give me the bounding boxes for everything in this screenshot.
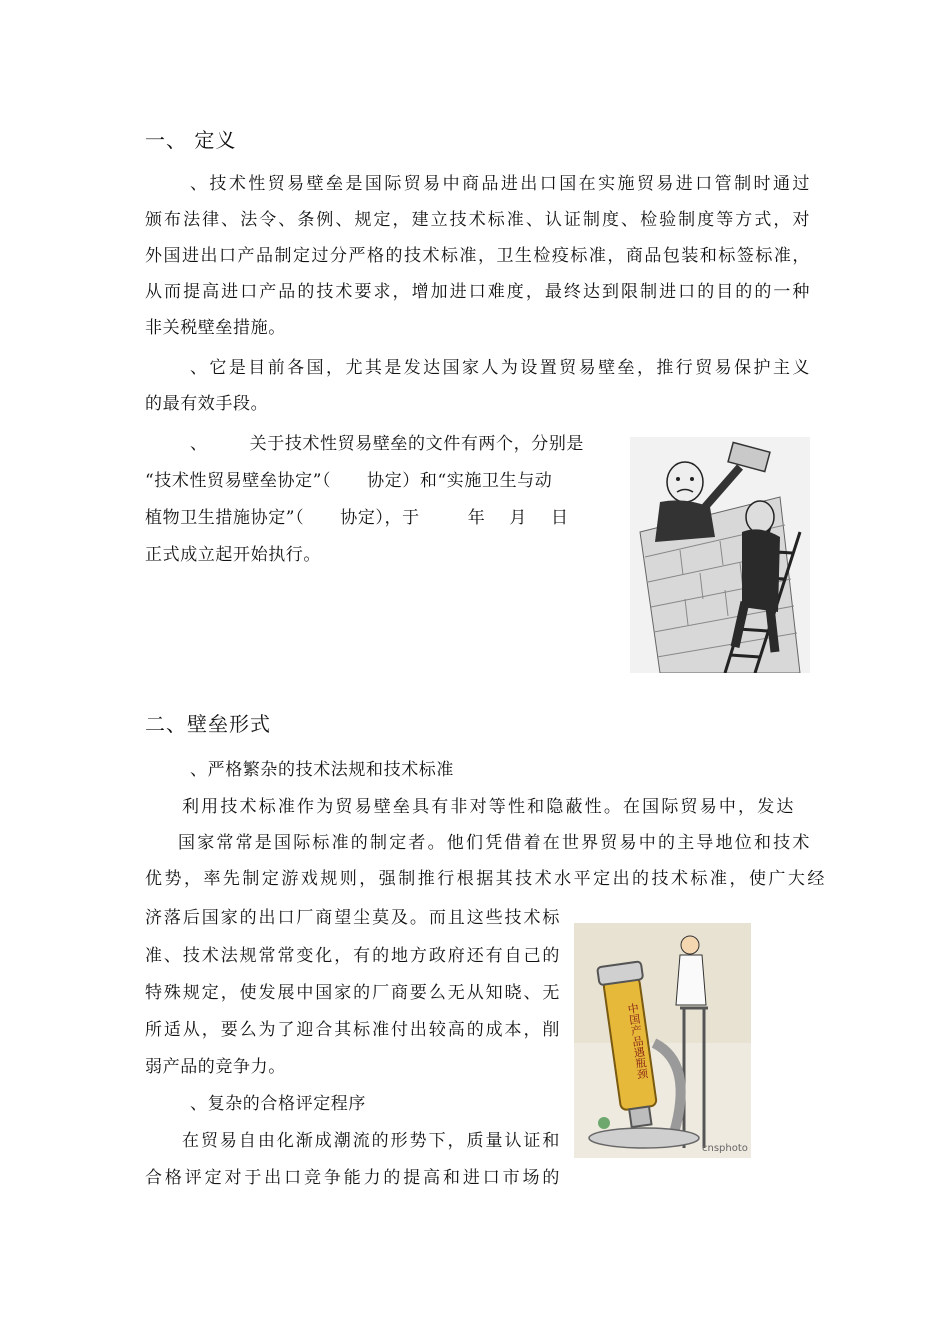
microscope-label: 中国产品遇瓶颈 xyxy=(625,1002,650,1081)
s2-p1-line7: 所适从，要么为了迎合其标准付出较高的成本，削 xyxy=(145,1020,560,1040)
s1-p2-line1: 、它是目前各国，尤其是发达国家人为设置贸易壁垒，推行贸易保护主义 xyxy=(190,358,810,378)
s2-sub2: 、复杂的合格评定程序 xyxy=(190,1094,366,1114)
s1-p2-line2: 的最有效手段。 xyxy=(145,394,269,414)
s1-p3-line2: “技术性贸易壁垒协定”（ 协定）和“实施卫生与动 xyxy=(145,471,553,491)
s1-p3-line3: 植物卫生措施协定”（ 协定），于 年 月 日 xyxy=(145,508,569,528)
s2-p1-line8: 弱产品的竞争力。 xyxy=(145,1057,286,1077)
section2-heading: 二、壁垒形式 xyxy=(145,712,271,736)
s1-p3-line1: 、 关于技术性贸易壁垒的文件有两个，分别是 xyxy=(190,434,585,454)
s2-p1-line1: 利用技术标准作为贸易壁垒具有非对等性和隐蔽性。在国际贸易中，发达 xyxy=(182,797,794,817)
s1-p1-line3: 外国进出口产品制定过分严格的技术标准，卫生检疫标准，商品包装和标签标准， xyxy=(145,246,810,266)
s2-p1-line2: 国家常常是国际标准的制定者。他们凭借着在世界贸易中的主导地位和技术 xyxy=(178,833,810,853)
watermark-text: cnsphoto xyxy=(702,1143,748,1154)
cartoon-microscope-icon xyxy=(574,923,751,1158)
s2-p1-line5: 准、技术法规常常变化，有的地方政府还有自己的 xyxy=(145,946,560,966)
s2-p2-line1: 在贸易自由化渐成潮流的形势下，质量认证和 xyxy=(182,1131,560,1151)
cartoon-wall-climber-icon xyxy=(630,437,810,673)
cartoon-wall-figure xyxy=(630,437,810,673)
s2-p1-line4: 济落后国家的出口厂商望尘莫及。而且这些技术标 xyxy=(145,908,560,928)
section1-heading: 一、 定义 xyxy=(145,128,237,152)
s1-p1-line1: 、技术性贸易壁垒是国际贸易中商品进出口国在实施贸易进口管制时通过 xyxy=(190,174,810,194)
s1-p1-line5: 非关税壁垒措施。 xyxy=(145,318,286,338)
s2-p1-line3: 优势，率先制定游戏规则，强制推行根据其技术水平定出的技术标准，使广大经 xyxy=(145,869,825,889)
s1-p3-line4: 正式成立起开始执行。 xyxy=(145,545,321,565)
s2-sub1: 、严格繁杂的技术法规和技术标准 xyxy=(190,760,454,780)
s1-p1-line4: 从而提高进口产品的技术要求，增加进口难度，最终达到限制进口的目的的一种 xyxy=(145,282,810,302)
s1-p1-line2: 颁布法律、法令、条例、规定，建立技术标准、认证制度、检验制度等方式，对 xyxy=(145,210,810,230)
cartoon-microscope-figure xyxy=(574,923,751,1158)
s2-p1-line6: 特殊规定，使发展中国家的厂商要么无从知晓、无 xyxy=(145,983,560,1003)
s2-p2-line2: 合格评定对于出口竞争能力的提高和进口市场的 xyxy=(145,1168,560,1188)
